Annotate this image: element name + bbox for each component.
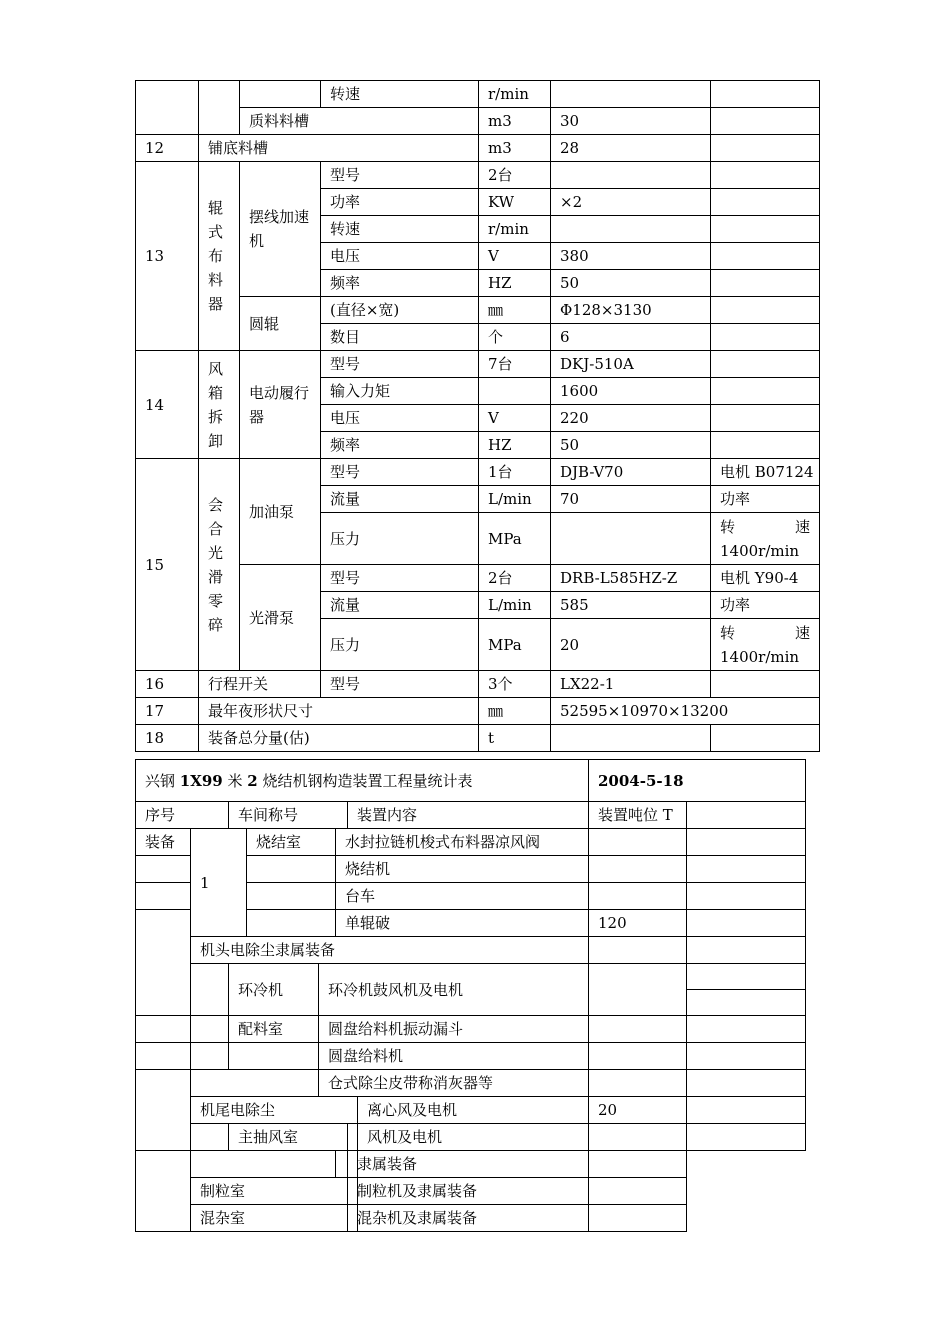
header-extra xyxy=(687,802,806,829)
note-cell xyxy=(711,81,820,108)
content-cell: 风机及电机 xyxy=(358,1124,589,1151)
table-row xyxy=(136,1124,806,1151)
cell xyxy=(687,856,806,883)
unit-cell: 1台 xyxy=(479,459,551,486)
value-cell: DKJ-510A xyxy=(551,351,711,378)
cell xyxy=(687,1097,806,1124)
param-cell: 流量 xyxy=(321,486,479,513)
cell xyxy=(348,1124,358,1151)
device-name: 风箱拆卸 xyxy=(199,351,240,459)
note-cell xyxy=(711,405,820,432)
param-cell: 型号 xyxy=(321,671,479,698)
note-text: 转 xyxy=(720,517,736,536)
table-row xyxy=(136,135,820,162)
note-cell xyxy=(711,297,820,324)
cell xyxy=(136,856,191,883)
cell xyxy=(687,1124,806,1151)
tonnage-cell: 120 xyxy=(589,910,687,937)
item-cell: 行程开关 xyxy=(199,671,321,698)
value-cell: 50 xyxy=(551,432,711,459)
unit-cell: 2台 xyxy=(479,162,551,189)
cell: 装备 xyxy=(136,829,191,856)
value-cell xyxy=(551,513,711,565)
content-cell: 机头电除尘隶属装备 xyxy=(191,937,589,964)
param-cell: (直径×宽) xyxy=(321,297,479,324)
workshop-cell: 制粒室 xyxy=(191,1178,348,1205)
unit-cell: ㎜ xyxy=(479,698,551,725)
unit-cell: 3个 xyxy=(479,671,551,698)
note-cell xyxy=(711,513,820,565)
note-cell xyxy=(711,189,820,216)
sub-device-name: 摆线加速机 xyxy=(240,162,321,297)
tonnage-cell xyxy=(589,1016,687,1043)
param-cell: 电压 xyxy=(321,243,479,270)
workshop-cell xyxy=(191,1070,319,1097)
content-cell: 离心风及电机 xyxy=(358,1097,589,1124)
value-cell: 50 xyxy=(551,270,711,297)
table-title xyxy=(136,760,589,802)
table-row xyxy=(136,1097,806,1124)
note-cell xyxy=(711,135,820,162)
title-text: 2 xyxy=(247,771,258,790)
workshop-cell xyxy=(247,856,336,883)
sub-device-name: 加油泵 xyxy=(240,459,321,565)
table-row xyxy=(136,459,820,486)
note-line: 1400r/min xyxy=(720,647,800,666)
table-row xyxy=(136,964,806,990)
cell xyxy=(687,1043,806,1070)
table-row xyxy=(136,162,820,189)
sub-device-name: 光滑泵 xyxy=(240,565,321,671)
param-cell: 型号 xyxy=(321,565,479,592)
unit-cell: r/min xyxy=(479,216,551,243)
note-cell xyxy=(711,378,820,405)
param-cell: 型号 xyxy=(321,459,479,486)
table-row xyxy=(136,1016,806,1043)
content-cell: 台车 xyxy=(336,883,589,910)
param-cell: 输入力矩 xyxy=(321,378,479,405)
tonnage-cell xyxy=(589,1070,687,1097)
device-name: 会合光滑零碎 xyxy=(199,459,240,671)
param-cell: 频率 xyxy=(321,270,479,297)
value-cell: 20 xyxy=(551,619,711,671)
value-cell: 6 xyxy=(551,324,711,351)
content-cell: 制粒机及隶属装备 xyxy=(348,1178,358,1205)
tonnage-cell xyxy=(589,883,687,910)
param-cell: 功率 xyxy=(321,189,479,216)
param-cell: 数目 xyxy=(321,324,479,351)
cell xyxy=(687,1070,806,1097)
cell xyxy=(687,1016,806,1043)
note-cell xyxy=(711,243,820,270)
cell xyxy=(136,1043,191,1070)
unit-cell: m3 xyxy=(479,135,551,162)
unit-cell: V xyxy=(479,243,551,270)
note-cell xyxy=(711,725,820,752)
cell xyxy=(687,990,806,1016)
device-name: 辊式布料器 xyxy=(199,162,240,351)
cell xyxy=(589,1151,687,1178)
value-cell: LX22-1 xyxy=(551,671,711,698)
unit-cell xyxy=(479,378,551,405)
cell xyxy=(136,1151,191,1232)
unit-cell: MPa xyxy=(479,619,551,671)
row-number: 12 xyxy=(136,135,199,162)
unit-cell: t xyxy=(479,725,551,752)
table-row xyxy=(136,81,820,108)
row-number: 14 xyxy=(136,351,199,459)
table-row xyxy=(136,671,820,698)
item-cell: 质料料槽 xyxy=(240,108,479,135)
row-number: 16 xyxy=(136,671,199,698)
tonnage-cell xyxy=(589,829,687,856)
note-cell xyxy=(711,351,820,378)
content-cell: 水封拉链机梭式布料器凉风阀 xyxy=(336,829,589,856)
cell xyxy=(191,1124,229,1151)
value-cell: DJB-V70 xyxy=(551,459,711,486)
param-cell: 转速 xyxy=(321,81,479,108)
cell xyxy=(191,1016,229,1043)
workshop-cell: 混杂室 xyxy=(191,1205,348,1232)
cell xyxy=(199,81,240,135)
header-row xyxy=(136,802,806,829)
table-row xyxy=(136,1070,806,1097)
cell xyxy=(687,829,806,856)
content-cell: 单辊破 xyxy=(336,910,589,937)
value-cell: 1600 xyxy=(551,378,711,405)
header-tonnage: 装置吨位 T xyxy=(589,802,687,829)
header-no: 序号 xyxy=(136,802,229,829)
content-cell: 隶属装备 xyxy=(348,1151,358,1178)
workshop-cell xyxy=(247,883,336,910)
cell xyxy=(589,1178,687,1205)
note-cell xyxy=(711,324,820,351)
table-date xyxy=(589,760,806,802)
installation-quantity-table xyxy=(135,759,806,1232)
note-cell: 电机 B07124 xyxy=(711,459,820,486)
unit-cell: V xyxy=(479,405,551,432)
row-number: 15 xyxy=(136,459,199,671)
value-cell: ×2 xyxy=(551,189,711,216)
content-cell: 烧结机 xyxy=(336,856,589,883)
table-row xyxy=(136,1151,806,1178)
note-cell: 电机 Y90-4 xyxy=(711,565,820,592)
content-cell: 圆盘给料机振动漏斗 xyxy=(319,1016,589,1043)
table-row xyxy=(136,937,806,964)
note-cell xyxy=(711,216,820,243)
cell xyxy=(687,964,806,990)
note-cell xyxy=(711,432,820,459)
value-cell: DRB-L585HZ-Z xyxy=(551,565,711,592)
value-cell: 30 xyxy=(551,108,711,135)
unit-cell: HZ xyxy=(479,432,551,459)
workshop-cell xyxy=(191,1151,336,1178)
cell xyxy=(687,883,806,910)
cell xyxy=(336,1151,348,1178)
workshop-cell: 机尾电除尘 xyxy=(191,1097,358,1124)
sub-device-name: 电动履行器 xyxy=(240,351,321,459)
note-cell xyxy=(711,162,820,189)
title-text: 烧结机钢构造装置工程量统计表 xyxy=(257,771,473,790)
table-row xyxy=(136,698,820,725)
unit-cell: KW xyxy=(479,189,551,216)
content-cell: 混杂机及隶属装备 xyxy=(348,1205,358,1232)
unit-cell: 个 xyxy=(479,324,551,351)
workshop-cell xyxy=(229,1043,319,1070)
unit-cell: L/min xyxy=(479,486,551,513)
note-text: 速 xyxy=(794,623,810,642)
note-line xyxy=(720,621,810,645)
row-number: 13 xyxy=(136,162,199,351)
date-text: 2004-5-18 xyxy=(598,771,684,790)
cell xyxy=(240,81,321,108)
sub-device-name: 圆辊 xyxy=(240,297,321,351)
cell xyxy=(136,1070,191,1151)
note-cell xyxy=(711,108,820,135)
workshop-cell: 烧结室 xyxy=(247,829,336,856)
tonnage-cell xyxy=(589,1124,687,1151)
value-cell: 585 xyxy=(551,592,711,619)
row-number: 18 xyxy=(136,725,199,752)
note-text: 速 xyxy=(794,517,810,536)
header-content: 装置内容 xyxy=(348,802,589,829)
value-cell xyxy=(551,216,711,243)
unit-cell: ㎜ xyxy=(479,297,551,324)
table-row xyxy=(136,829,806,856)
unit-cell: r/min xyxy=(479,81,551,108)
header-workshop: 车间称号 xyxy=(229,802,348,829)
tonnage-cell xyxy=(589,856,687,883)
content-cell: 圆盘给料机 xyxy=(319,1043,589,1070)
value-cell xyxy=(551,162,711,189)
content-cell: 环冷机鼓风机及电机 xyxy=(319,964,589,1016)
workshop-cell: 主抽风室 xyxy=(229,1124,348,1151)
unit-cell: L/min xyxy=(479,592,551,619)
cell xyxy=(687,910,806,937)
workshop-cell: 环冷机 xyxy=(229,964,319,1016)
note-cell: 功率 xyxy=(711,486,820,513)
title-text: 1X99 xyxy=(179,771,223,790)
unit-cell: 2台 xyxy=(479,565,551,592)
note-cell xyxy=(711,671,820,698)
value-cell: 28 xyxy=(551,135,711,162)
note-line xyxy=(720,515,810,539)
tonnage-cell xyxy=(589,1043,687,1070)
param-cell: 电压 xyxy=(321,405,479,432)
note-cell xyxy=(711,619,820,671)
cell xyxy=(191,1043,229,1070)
param-cell: 流量 xyxy=(321,592,479,619)
param-cell: 型号 xyxy=(321,351,479,378)
cell xyxy=(136,1016,191,1043)
tonnage-cell xyxy=(589,964,687,1016)
cell xyxy=(136,910,191,1016)
tonnage-cell xyxy=(589,937,687,964)
table-row xyxy=(136,760,806,802)
equipment-spec-table xyxy=(135,80,820,752)
value-cell: 70 xyxy=(551,486,711,513)
title-text: 米 xyxy=(222,771,248,790)
param-cell: 频率 xyxy=(321,432,479,459)
row-number: 1 xyxy=(191,829,247,937)
note-cell: 功率 xyxy=(711,592,820,619)
note-cell xyxy=(711,270,820,297)
unit-cell: m3 xyxy=(479,108,551,135)
table-row xyxy=(136,1178,806,1205)
param-cell: 转速 xyxy=(321,216,479,243)
param-cell: 压力 xyxy=(321,513,479,565)
value-cell: Φ128×3130 xyxy=(551,297,711,324)
tonnage-cell: 20 xyxy=(589,1097,687,1124)
title-text: 兴钢 xyxy=(145,771,180,790)
value-cell: 52595×10970×13200 xyxy=(551,698,820,725)
workshop-cell xyxy=(247,910,336,937)
param-cell: 压力 xyxy=(321,619,479,671)
cell xyxy=(191,964,229,1016)
table-row xyxy=(136,351,820,378)
cell xyxy=(589,1205,687,1232)
item-cell: 装备总分量(估) xyxy=(199,725,479,752)
unit-cell: MPa xyxy=(479,513,551,565)
table-row xyxy=(136,1043,806,1070)
value-cell: 380 xyxy=(551,243,711,270)
item-cell: 铺底料槽 xyxy=(199,135,479,162)
row-number: 17 xyxy=(136,698,199,725)
table-row xyxy=(136,725,820,752)
cell xyxy=(687,937,806,964)
content-cell: 仓式除尘皮带称消灰器等 xyxy=(319,1070,589,1097)
item-cell: 最年夜形状尺寸 xyxy=(199,698,479,725)
value-cell xyxy=(551,725,711,752)
table-row xyxy=(136,1205,806,1232)
cell xyxy=(136,81,199,135)
param-cell: 型号 xyxy=(321,162,479,189)
unit-cell: HZ xyxy=(479,270,551,297)
cell xyxy=(136,883,191,910)
note-line: 1400r/min xyxy=(720,541,800,560)
workshop-cell: 配料室 xyxy=(229,1016,319,1043)
value-cell: 220 xyxy=(551,405,711,432)
unit-cell: 7台 xyxy=(479,351,551,378)
value-cell xyxy=(551,81,711,108)
note-text: 转 xyxy=(720,623,736,642)
